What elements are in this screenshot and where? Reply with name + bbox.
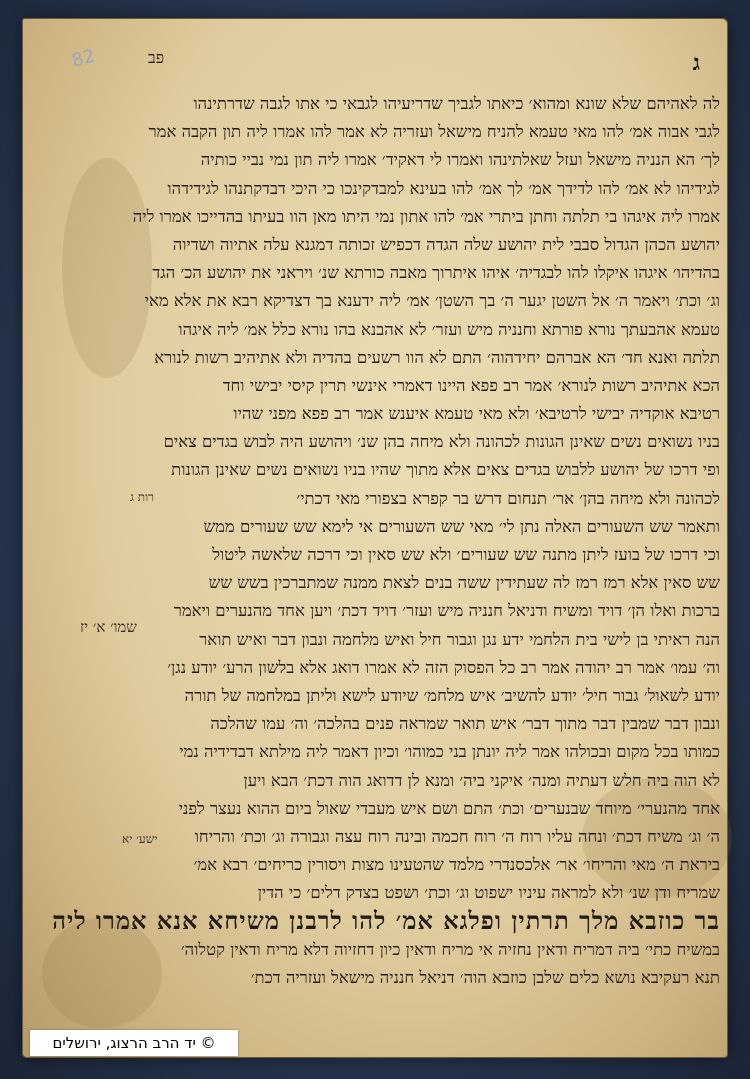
- text-line: שש סאין אלא רמז רמז לה שעתידין ששה בנים לצאת ממנה שמתברכין בשש שש: [208, 573, 720, 593]
- copyright-label: © יד הרב הרצוג, ירושלים: [30, 1030, 238, 1056]
- text-line: ותאמר שש השעורים האלה נתן לי׳ מאי שש השעורים אי לימא שש שעורים ממש: [203, 516, 720, 536]
- pencil-folio-number: 82: [69, 45, 98, 72]
- text-line: ונבון דבר שמבין דבר מתוך דבר׳ איש תואר שמראה פנים בהלכה׳ וה׳ עמו שהלכה: [210, 714, 720, 734]
- corner-mark: ג: [692, 50, 700, 76]
- text-line: תלתה ואנא חד׳ הא אברהם יחידהוה׳ התם לא הוו רשעים בהדיה ולא אתיהיב רשות לנורא: [154, 347, 720, 367]
- text-line: במשיח כתי׳ ביה דמריח ודאין נחזיה אי מריח ודאין כיון דחזיוה דלא מריח ודאין קטלוה׳: [180, 939, 720, 959]
- text-line: יהושע הכהן הגדול סבבי לית יהושע שלה הגדה דכפיש זכותה דמגנא עלה אתיוה ושדיוה: [172, 234, 720, 254]
- text-line: רטיבא אוקדיה יבישי לרטיבא׳ ולא מאי טעמא איענש אמר רב פפא מפני שהיו: [233, 404, 720, 424]
- text-line: ופי דרכו של יהושע ללבוש בגדים צאים אלא מתוך שהיו בניו נשואים נשים שאינן הגונות: [171, 460, 720, 480]
- text-line: הכא אתיהיב רשות לנורא׳ אמר רב פפא היינו דאמרי אינשי תרין קיסי יבישי וחד: [222, 375, 720, 395]
- text-line: לכהונה ולא מיחה בהן׳ אר׳ תנחום דרש בר קפרא בצפורי מאי דכתי׳: [296, 488, 720, 508]
- text-line: ביראת ה׳ מאי והריחו׳ אר׳ אלכסנדרי מלמד שהטעינו מצות ויסורין כריחים׳ רבא אמ׳: [193, 855, 720, 875]
- text-line: וכי דרכו של בועז ליתן מתנה שש שעורים׳ ולא שש סאין וכי דרכה שלאשה ליטול: [212, 545, 720, 564]
- text-line: וג׳ וכת׳ ויאמר ה׳ אל השטן יגער ה׳ בך השטן׳ אמ׳ ליה ידענא בך דצדיקא רבא את אלא מאי: [144, 291, 720, 311]
- text-line: בניו נשואים נשים שאינן הגונות לכהונה ולא מיחה בהן שנ׳ ויהושע היה לבוש בגדים צאים: [163, 432, 720, 452]
- text-line: לגבי אבוה אמ׳ להו מאי טעמא להניח מישאל ועזריה לא אמר להו אמרו ליה תון הקבה אמר: [148, 122, 720, 142]
- text-line: לה לאהיהם שלא שונא ומהוא׳ כיאתו לגביך שדריעיהו לגבאי כי אתו לגבה שדרתינהו: [193, 94, 720, 113]
- text-line: יודע לשאול׳ גבור חיל׳ יודע להשיב׳ איש מלחמ׳ שיודע לישא וליתן במלחמה של תורה: [184, 685, 720, 705]
- text-line: לא הוה ביה חלש דעתיה ומנה׳ איקני ביה׳ ומנא לן דדואג הוה דכת׳ הבא ויען: [243, 770, 720, 790]
- text-line: בהדיהו׳ איגהו איקלו להו לבגדיה׳ איהו איתרוך מאבה כורתא שנ׳ ויראני את יהושע הכ׳ הגד: [152, 263, 720, 283]
- manuscript-leaf: [22, 18, 728, 1058]
- text-line: ה׳ וג׳ משיח דכת׳ ונחה עליו רוח ה׳ רוח חכמה ובינה רוח עצה וגבורה וג׳ וכת׳ והריחו: [194, 826, 720, 846]
- text-line: תנא רעקיבא נושא כלים שלבן כוזבא הוה׳ דניאל חנניה מישאל ועזריה דכת׳: [250, 967, 720, 987]
- stain-left: [62, 158, 152, 378]
- text-line: אמרו ליה איגהו בי תלתה וחתן ביתרי אמ׳ להו אתון נמי היתו מאן הוו בעיתו בהדייכו אמרו ליה: [132, 206, 720, 226]
- folio-number: פב: [148, 48, 165, 67]
- text-line: שמריח ודן שנ׳ ולא למראה עיניו ישפוט וג׳ וכת׳ ושפט בצדק דלים׳ כי הדין: [257, 883, 720, 903]
- text-line: וה׳ עמו׳ אמר רב יהודה אמר רב כל הפסוק הזה לא אמרו דואג אלא בלשון הרע׳ יודע נגן׳: [167, 657, 720, 677]
- margin-note-samuel: שמו׳ א׳ יז: [80, 618, 137, 636]
- text-line: ברכות ואלו הן׳ דויד ומשיח ודניאל חנניה מיש ועזר׳ דויד דכת׳ ויען אחד מהנערים ויאמר: [173, 601, 720, 621]
- text-line: טעמא אהבעתך נורא פורתא וחנניה מיש ועזר׳ לא אהבנא בהו נורא כלל אמ׳ ליה איגהו: [178, 319, 720, 339]
- text-line: כמותו בכל מקום ובכולהו אמר ליה יונתן בני כמוהו׳ וכיון דאמר ליה מילתא דבדידיה נמי: [179, 742, 720, 762]
- text-line: הנה ראיתי בן לישי בית הלחמי ידע נגן וגבור חיל ואיש מלחמה ונבון דבר ואיש תואר: [199, 629, 720, 649]
- text-line: לך׳ הא הנניה מישאל ועזל שאלתינהו ואמרו לי דאקיד׳ אמרו ליה תון נמי נביי כותיה: [200, 150, 720, 170]
- text-line-display: בר כוזבא מלך תרתין ופלגא אמ׳ להו לרבנן משיחא אנא אמרו ליה: [52, 906, 720, 936]
- margin-note-isaiah: ישע׳ יא: [122, 832, 158, 846]
- text-line: אחד מהנערי׳ מיוחד שבנערים׳ וכת׳ התם ושם איש מעבדי שאול ביום ההוא נעצר לפני: [178, 798, 720, 818]
- text-line: לגידיהו לא אמ׳ להו לדידך אמ׳ לך אמ׳ להו בעינא למבדקינכו כי היכי דבדקתנהו לגידידהו: [167, 178, 720, 198]
- margin-note-ruth: רות ג: [130, 490, 155, 504]
